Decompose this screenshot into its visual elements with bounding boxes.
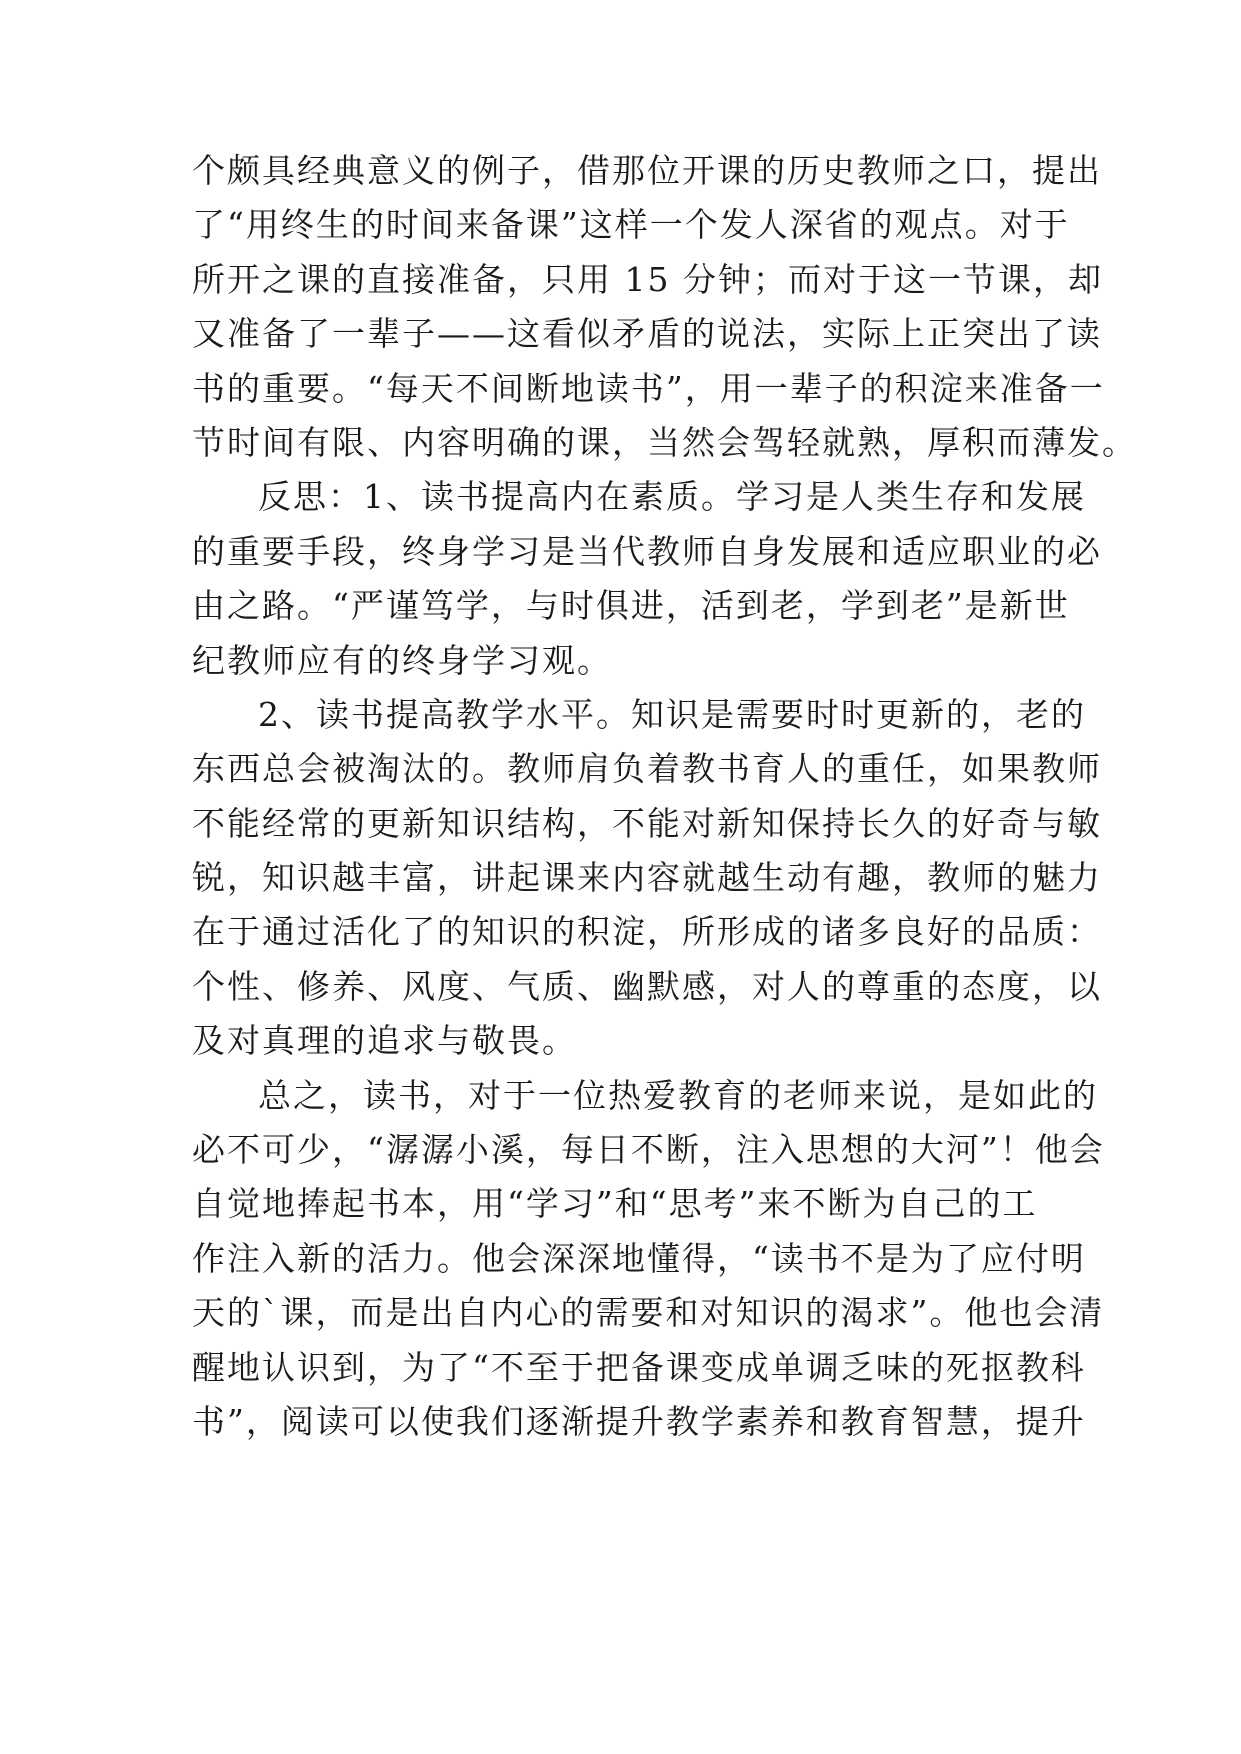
text-line: 锐，知识越丰富，讲起课来内容就越生动有趣，教师的魅力 [192, 858, 1102, 898]
text-line: 节时间有限、内容明确的课，当然会驾轻就熟，厚积而薄发。 [192, 422, 1137, 462]
text-line: 由之路。“严谨笃学，与时俱进，活到老，学到老”是新世 [192, 586, 1070, 626]
text-line: 必不可少，“潺潺小溪，每日不断，注入思想的大河”！他会 [192, 1130, 1105, 1170]
text-line: 醒地认识到，为了“不至于把备课变成单调乏味的死抠教科 [192, 1347, 1086, 1387]
paragraph-start-line: 2、读书提高教学水平。知识是需要时时更新的，老的 [258, 694, 1086, 734]
paragraph-start-line: 总之，读书，对于一位热爱教育的老师来说，是如此的 [258, 1075, 1098, 1115]
text-line: 个颇具经典意义的例子，借那位开课的历史教师之口，提出 [192, 151, 1102, 190]
text-line: 书”，阅读可以使我们逐渐提升教学素养和教育智慧，提升 [192, 1401, 1086, 1441]
paragraph-start-line: 反思：1、读书提高内在素质。学习是人类生存和发展 [258, 477, 1086, 517]
text-line: 又准备了一辈子——这看似矛盾的说法，实际上正突出了读 [192, 314, 1102, 354]
text-line: 个性、修养、风度、气质、幽默感，对人的尊重的态度，以 [192, 966, 1102, 1006]
text-line: 纪教师应有的终身学习观。 [192, 640, 612, 680]
text-line: 的重要手段，终身学习是当代教师自身发展和适应职业的必 [192, 531, 1102, 571]
body-text [192, 151, 1137, 1459]
text-line: 在于通过活化了的知识的积淀，所形成的诸多良好的品质： [192, 912, 1102, 952]
text-line: 所开之课的直接准备，只用 15 分钟；而对于这一节课，却 [192, 259, 1103, 299]
text-line: 自觉地捧起书本，用“学习”和“思考”来不断为自己的工 [192, 1184, 1038, 1224]
text-line: 了“用终生的时间来备课”这样一个发人深省的观点。对于 [192, 205, 1070, 245]
text-line: 天的`课，而是出自内心的需要和对知识的渴求”。他也会清 [192, 1293, 1105, 1333]
text-line: 作注入新的活力。他会深深地懂得，“读书不是为了应付明 [192, 1238, 1086, 1278]
text-line: 东西总会被淘汰的。教师肩负着教书育人的重任，如果教师 [192, 749, 1102, 789]
text-line: 及对真理的追求与敬畏。 [192, 1021, 577, 1061]
text-line: 书的重要。“每天不间断地读书”，用一辈子的积淀来准备一 [192, 368, 1105, 408]
text-line: 不能经常的更新知识结构，不能对新知保持长久的好奇与敏 [192, 803, 1102, 843]
